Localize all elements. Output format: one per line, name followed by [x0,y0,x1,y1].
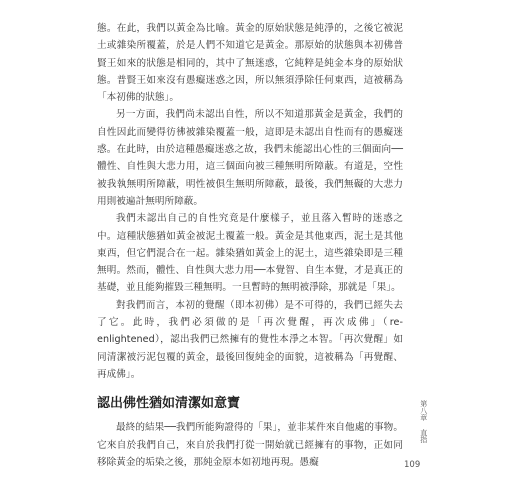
chapter-number: 第八章 [419,400,428,421]
body-text [97,20,403,471]
page-number: 109 [404,460,421,470]
paragraph-3: 我們未認出自己的自性究竟是什麼樣子，並且落入暫時的迷惑之中。這種狀態猶如黃金被泥土覆蓋一般。黃金是其他東西，泥土是其他東西，但它們混合在一起。雜染猶如黃金上的泥土，這些雜染即是三種無明。然而，體性、自性與大悲力用──本覺智、自生本覺，才是真正的基礎，並且能夠摧毀三種無明。一旦暫時的無明被淨除，那就是「果」。 [97,213,403,294]
section-title: 認出佛性猶如清潔如意寶 [97,396,241,412]
paragraph-2: 另一方面，我們尚未認出自性，所以不知道那黃金是黃金，我們的自性因此而變得彷彿被雜染覆蓋一般，這即是未認出自性而有的愚癡迷惑。在此時，由於這種愚癡迷惑之故，我們未能認出心性的三個面向──體性、自性與大悲力用，這三個面向被三種無明所障蔽。有道是，空性被我執無明所障蔽，明性被俱生無明所障蔽，最後，我們無礙的大悲力用則被遍計無明所障蔽。 [97,109,403,207]
paragraph-1: 態。在此，我們以黃金為比喻。黃金的原始狀態是純淨的，之後它被泥土或雜染所覆蓋，於是人們不知道它是黃金。那原始的狀態與本初佛普賢王如來的狀態是相同的，其中了無迷惑，它純粹是純金本身的原始狀態。普賢王如來沒有愚癡迷惑之因，所以無須淨除任何東西，這被稱為「本初佛的狀態」。 [97,23,403,104]
chapter-tab [416,400,430,443]
paragraph-4: 對我們而言，本初的覺醒（即本初佛）是不可得的，我們已經失去了它。此時，我們必須做的是「再次覺醒，再次成佛」（re-enlightened），認出我們已然擁有的覺性本淨之本智。「再次覺醒」如同清潔被污泥包覆的黃金，最後回復純金的面貌，這被稱為「再覺醒、再成佛」。 [97,299,403,380]
chapter-title: 直指 [419,429,428,443]
paragraph-5: 最終的結果──我們所能夠證得的「果」，並非某件來自他處的事物。它來自於我們自己，來自於我們打從一開始就已經擁有的事物，正如同移除黃金的垢染之後，那純金原本如初地再現。愚癡 [97,422,403,468]
